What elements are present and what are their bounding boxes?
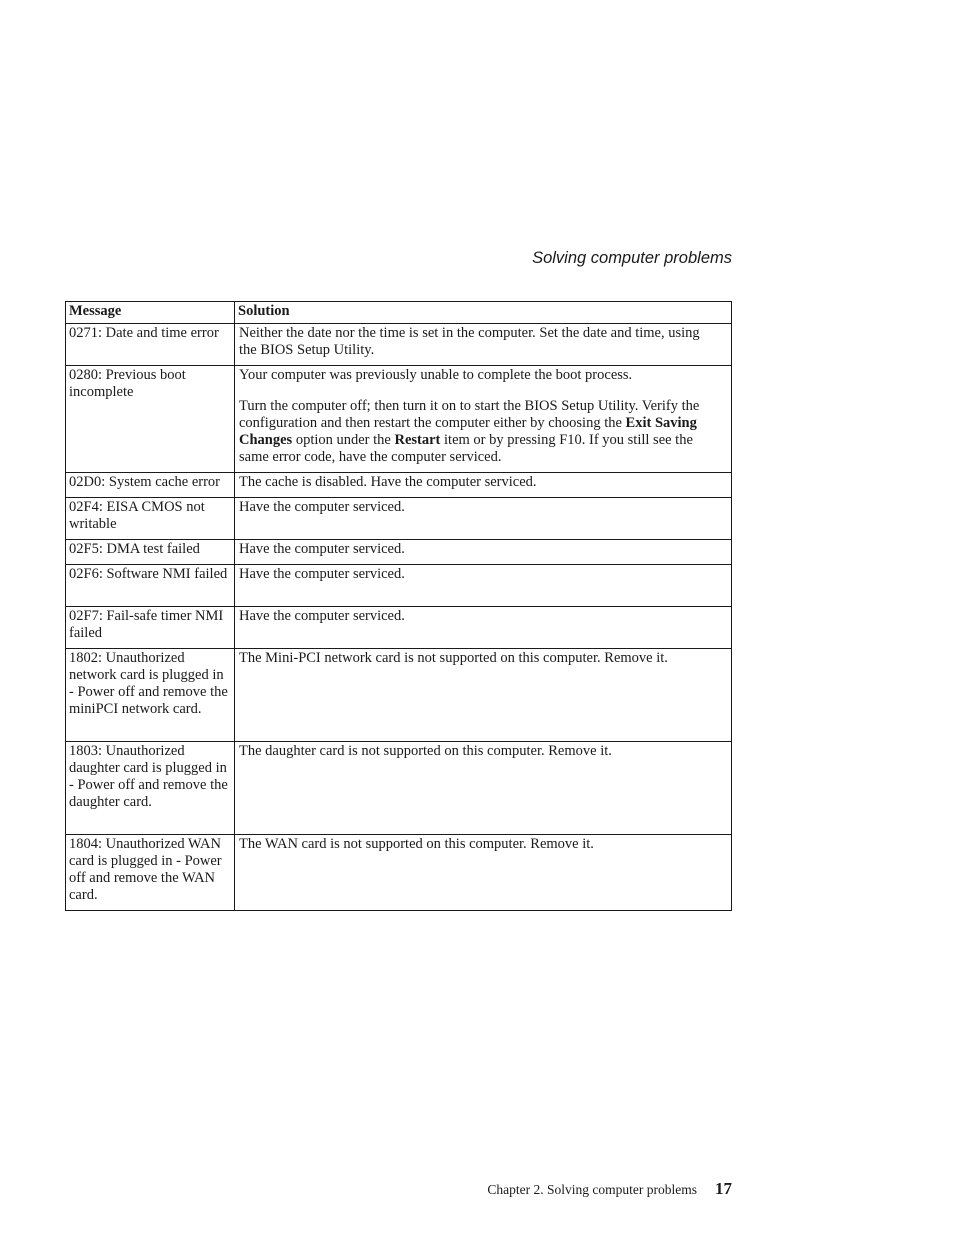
table-row: [66, 473, 732, 498]
page-number: 17: [715, 1179, 732, 1198]
table-row: [66, 835, 732, 911]
table-header-row: [66, 302, 732, 324]
message-cell: 02F7: Fail-safe timer NMI failed: [66, 607, 235, 649]
menu-option-exit-saving-changes: Exit Saving Changes: [239, 415, 697, 448]
table-row: [66, 366, 732, 473]
message-cell: 0271: Date and time error: [66, 324, 235, 366]
solution-cell: The daughter card is not supported on this computer. Remove it.: [235, 742, 732, 835]
table-row: [66, 649, 732, 742]
table-row: [66, 324, 732, 366]
solution-cell: The cache is disabled. Have the computer serviced.: [235, 473, 732, 498]
solution-cell: The WAN card is not supported on this computer. Remove it.: [235, 835, 732, 911]
footer-chapter-title: Chapter 2. Solving computer problems: [487, 1182, 697, 1197]
table-row: [66, 540, 732, 565]
solution-paragraph: Turn the computer off; then turn it on to start the BIOS Setup Utility. Verify the configuration and then restart the computer either by choosing the Exit Saving Changes option under the Restart item or by pressing F10. If you still see the same error code, have the computer serviced.: [239, 398, 700, 465]
solution-cell: Have the computer serviced.: [235, 540, 732, 565]
message-cell: 02F6: Software NMI failed: [66, 565, 235, 607]
error-messages-table: [65, 301, 732, 911]
solution-paragraph: Your computer was previously unable to complete the boot process.: [239, 367, 633, 383]
message-cell: 1804: Unauthorized WAN card is plugged in - Power off and remove the WAN card.: [66, 835, 235, 911]
solution-cell: Neither the date nor the time is set in the computer. Set the date and time, using the BIOS Setup Utility.: [235, 324, 732, 366]
message-cell: 1802: Unauthorized network card is plugged in - Power off and remove the miniPCI network card.: [66, 649, 235, 742]
page-footer: [487, 1179, 732, 1199]
message-cell: 0280: Previous boot incomplete: [66, 366, 235, 473]
solution-cell: Have the computer serviced.: [235, 565, 732, 607]
running-header: Solving computer problems: [532, 249, 732, 267]
message-cell: 02F4: EISA CMOS not writable: [66, 498, 235, 540]
table-row: [66, 742, 732, 835]
table-row: [66, 607, 732, 649]
solution-cell: Have the computer serviced.: [235, 498, 732, 540]
column-header-solution: Solution: [235, 302, 732, 324]
column-header-message: Message: [66, 302, 235, 324]
solution-cell: The Mini-PCI network card is not supported on this computer. Remove it.: [235, 649, 732, 742]
message-cell: 02D0: System cache error: [66, 473, 235, 498]
table-row: [66, 498, 732, 540]
menu-item-restart: Restart: [394, 432, 441, 448]
solution-cell: [235, 366, 732, 473]
message-cell: 02F5: DMA test failed: [66, 540, 235, 565]
table-row: [66, 565, 732, 607]
message-cell: 1803: Unauthorized daughter card is plugged in - Power off and remove the daughter card.: [66, 742, 235, 835]
solution-cell: Have the computer serviced.: [235, 607, 732, 649]
